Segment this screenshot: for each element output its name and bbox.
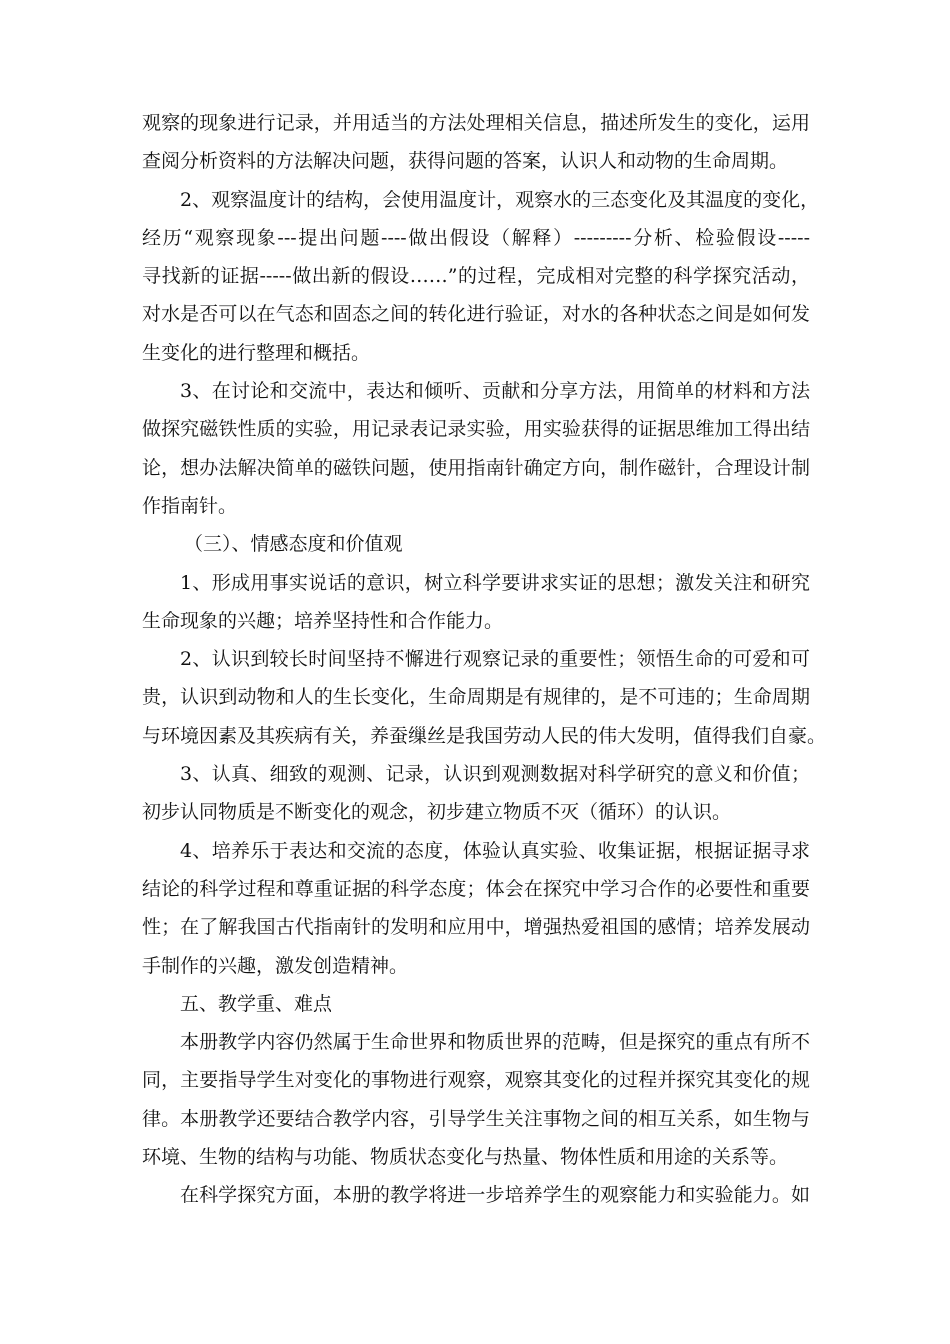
- text-line: 3、认真、细致的观测、记录，认识到观测数据对科学研究的意义和价值；: [180, 763, 810, 786]
- section-heading: （三）、情感态度和价值观: [184, 533, 403, 556]
- text-line: 2、认识到较长时间坚持不懈进行观察记录的重要性；领悟生命的可爱和可: [180, 648, 810, 671]
- text-line: 3、在讨论和交流中，表达和倾听、贡献和分享方法，用简单的材料和方法: [180, 380, 810, 403]
- text-line: 律。本册教学还要结合教学内容，引导学生关注事物之间的相互关系，如生物与: [142, 1107, 810, 1130]
- section-heading: 五、教学重、难点: [180, 992, 333, 1015]
- text-line: 经历“观察现象---提出问题----做出假设（解释）---------分析、检验假设-----: [142, 226, 810, 249]
- text-line: 作指南针。: [142, 494, 238, 517]
- text-line: 寻找新的证据-----做出新的假设……”的过程，完成相对完整的科学探究活动，: [142, 265, 810, 288]
- text-line: 论，想办法解决简单的磁铁问题，使用指南针确定方向，制作磁针，合理设计制: [142, 456, 810, 479]
- text-line: 对水是否可以在气态和固态之间的转化进行验证，对水的各种状态之间是如何发: [142, 303, 810, 326]
- text-line: 同，主要指导学生对变化的事物进行观察，观察其变化的过程并探究其变化的规: [142, 1069, 810, 1092]
- text-line: 生命现象的兴趣；培养坚持性和合作能力。: [142, 609, 504, 632]
- body-text: [142, 104, 827, 1215]
- text-line: 初步认同物质是不断变化的观念，初步建立物质不灭（循环）的认识。: [142, 801, 732, 824]
- text-line: 性；在了解我国古代指南针的发明和应用中，增强热爱祖国的感情；培养发展动: [142, 916, 810, 939]
- text-line: 4、培养乐于表达和交流的态度，体验认真实验、收集证据，根据证据寻求: [180, 839, 810, 862]
- text-line: 与环境因素及其疾病有关，养蚕缫丝是我国劳动人民的伟大发明，值得我们自豪。: [142, 724, 827, 747]
- text-line: 2、观察温度计的结构，会使用温度计，观察水的三态变化及其温度的变化，: [180, 188, 820, 211]
- text-line: 观察的现象进行记录，并用适当的方法处理相关信息，描述所发生的变化，运用: [142, 112, 810, 134]
- text-line: 结论的科学过程和尊重证据的科学态度；体会在探究中学习合作的必要性和重要: [142, 877, 810, 900]
- text-line: 贵，认识到动物和人的生长变化，生命周期是有规律的，是不可违的；生命周期: [142, 686, 810, 709]
- text-line: 做探究磁铁性质的实验，用记录表记录实验，用实验获得的证据思维加工得出结: [142, 418, 810, 441]
- text-line: 查阅分析资料的方法解决问题，获得问题的答案，认识人和动物的生命周期。: [142, 150, 789, 173]
- text-line: 手制作的兴趣，激发创造精神。: [142, 954, 409, 977]
- text-line: 1、形成用事实说话的意识，树立科学要讲求实证的思想；激发关注和研究: [180, 571, 810, 594]
- text-line: 生变化的进行整理和概括。: [142, 341, 371, 364]
- text-line: 环境、生物的结构与功能、物质状态变化与热量、物体性质和用途的关系等。: [142, 1146, 789, 1169]
- text-line: 在科学探究方面，本册的教学将进一步培养学生的观察能力和实验能力。如: [180, 1184, 810, 1207]
- text-line: 本册教学内容仍然属于生命世界和物质世界的范畴，但是探究的重点有所不: [180, 1031, 810, 1054]
